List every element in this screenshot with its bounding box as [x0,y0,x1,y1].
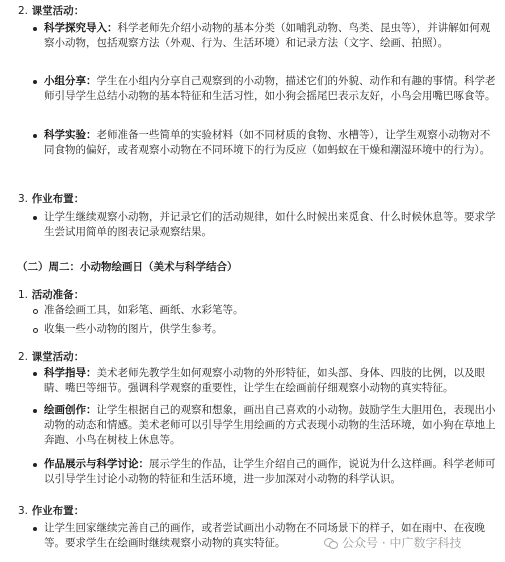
watermark-text: 公众号 · 中广数字科技 [342,536,462,550]
heading-colon: ： [73,193,85,205]
heading-label: 课堂活动 [31,351,74,363]
bullet-icon [33,211,39,225]
item-text: 美术老师先教学生如何观察小动物的外形特征，如头部、身体、四肢的比例，以及眼睛、嘴巴等细节。强调科学观察的重要性，让学生在绘画前仔细观察小动物的真实特征。 [44,367,485,394]
item-text: 老师准备一些简单的实验材料（如不同材质的食物、水槽等），让学生观察小动物对不同食物的偏好，或者观察小动物在不同环境下的行为反应（如蚂蚁在干燥和潮湿环境中的行为）。 [44,129,491,156]
bullet-icon [33,458,39,472]
heading-classroom-activity [18,4,84,18]
bullet-icon [33,22,39,36]
item-label: 科学指导： [44,367,97,379]
heading-label: 作业布置 [31,505,74,517]
bullet-icon [33,522,39,536]
list-item: 收集一些小动物的图片，供学生参考。 [44,323,223,335]
heading-colon: ： [73,351,85,363]
heading-colon: ： [73,505,85,517]
wechat-icon [324,537,338,549]
heading-number: 1. [18,289,29,301]
bullet-icon [33,75,39,89]
list-item [44,21,496,51]
section-title: （二）周二：小动物绘画日（美术与科学结合） [17,261,238,273]
heading-number: 2. [18,5,29,17]
list-item [44,457,496,487]
heading-label: 课堂活动 [31,5,74,17]
bullet-icon [33,304,39,318]
item-text: 学生在小组内分享自己观察到的小动物，描述它们的外貌、动作和有趣的事情。科学老师引导学生总结小动物的基本特征和生活习性，如小狗会摇尾巴表示友好，小鸟会用嘴巴啄食等。 [44,75,496,102]
item-text: 让学生根据自己的观察和想象，画出自己喜欢的小动物。鼓励学生大胆用色，表现出小动物的动态和情感。美术老师可以引导学生用绘画的方式表现小动物的生活环境，如小狗在草地上奔跑、小鸟在树枝上休息等。 [44,404,496,446]
heading-colon: ： [73,5,85,17]
bullet-icon [33,323,39,337]
item-label: 作品展示与科学讨论： [44,458,149,470]
watermark [324,533,461,553]
heading-classroom-activity [18,350,84,364]
heading-preparation [18,288,84,302]
heading-number: 3. [18,193,29,205]
list-item: 准备绘画工具，如彩笔、画纸、水彩笔等。 [44,304,244,316]
heading-homework [18,192,84,206]
item-text: 科学老师先介绍小动物的基本分类（如哺乳动物、鸟类、昆虫等），并讲解如何观察小动物，包括观察方法（外观、行为、生活环境）和记录方法（文字、绘画、拍照）。 [44,22,491,49]
heading-colon: ： [73,289,85,301]
heading-label: 活动准备 [31,289,74,301]
item-text: 展示学生的作品，让学生介绍自己的画作，说说为什么这样画。科学老师可以引导学生讨论小动物的特征和生活环境，进一步加深对小动物的科学认识。 [44,458,496,485]
bullet-icon [33,129,39,143]
list-item [44,366,496,396]
heading-number: 3. [18,505,29,517]
heading-label: 作业布置 [31,193,74,205]
list-item: 让学生回家继续完善自己的画作，或者尝试画出小动物在不同场景下的样子，如在雨中、在夜晚等。要求学生在绘画时继续观察小动物的真实特征。 [44,522,485,549]
heading-number: 2. [18,351,29,363]
list-item [44,128,496,158]
bullet-icon [33,404,39,418]
item-label: 小组分享： [44,75,97,87]
list-item: 让学生继续观察小动物，并记录它们的活动规律，如什么时候出来觅食、什么时候休息等。要求学生尝试用简单的图表记录观察结果。 [44,211,496,238]
item-label: 科学探究导入： [44,22,118,34]
list-item [44,74,496,104]
bullet-icon [33,367,39,381]
heading-homework [18,504,84,518]
item-label: 绘画创作： [44,404,97,416]
list-item [44,403,496,448]
item-label: 科学实验： [44,129,97,141]
